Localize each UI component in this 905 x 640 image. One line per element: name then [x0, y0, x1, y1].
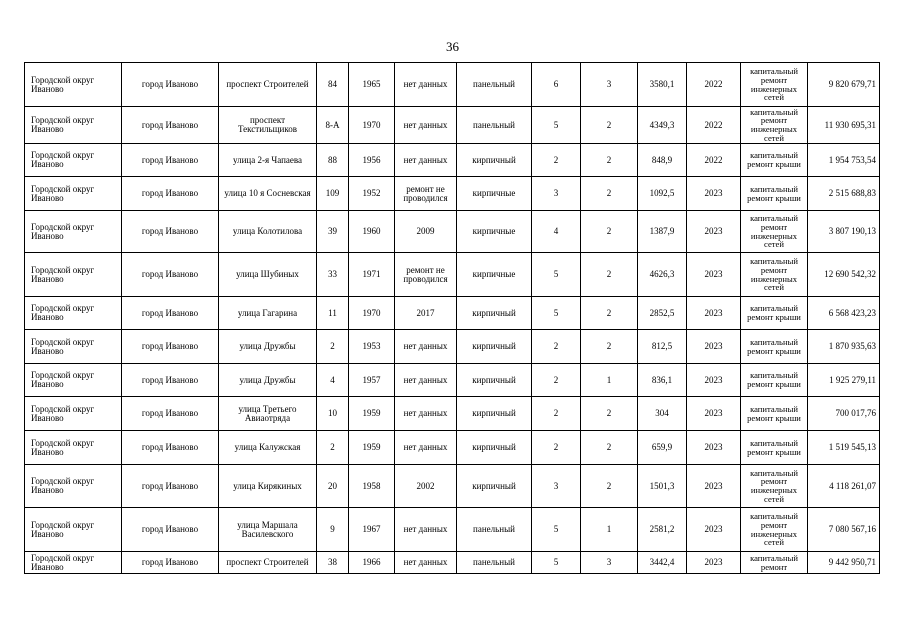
- street-cell: проспект Текстильщиков: [219, 107, 317, 144]
- floors-cell: 5: [532, 508, 581, 552]
- work-type-cell: капитальный ремонт крыши: [741, 364, 808, 397]
- house-number-cell: 2: [317, 431, 349, 465]
- plan-year-cell: 2023: [687, 211, 741, 253]
- work-type-cell: капитальный ремонт крыши: [741, 144, 808, 177]
- table-row: [25, 431, 880, 465]
- wall-material-cell: кирпичный: [457, 144, 532, 177]
- cost-cell: 1 954 753,54: [808, 144, 880, 177]
- municipality-cell: Городской округ Иваново: [25, 364, 122, 397]
- settlement-cell: город Иваново: [122, 552, 219, 574]
- wall-material-cell: кирпичные: [457, 211, 532, 253]
- housing-repair-table: [24, 62, 880, 574]
- work-type-cell: капитальный ремонт инженерных сетей: [741, 211, 808, 253]
- year-built-cell: 1970: [349, 297, 395, 330]
- last-repair-cell: 2017: [395, 297, 457, 330]
- house-number-cell: 20: [317, 465, 349, 508]
- floors-cell: 5: [532, 297, 581, 330]
- year-built-cell: 1959: [349, 431, 395, 465]
- street-cell: улица Дружбы: [219, 330, 317, 364]
- settlement-cell: город Иваново: [122, 253, 219, 297]
- work-type-cell: капитальный ремонт крыши: [741, 297, 808, 330]
- table-row: [25, 397, 880, 431]
- entrances-cell: 2: [581, 107, 638, 144]
- floors-cell: 3: [532, 465, 581, 508]
- cost-cell: 11 930 695,31: [808, 107, 880, 144]
- municipality-cell: Городской округ Иваново: [25, 107, 122, 144]
- floors-cell: 4: [532, 211, 581, 253]
- year-built-cell: 1966: [349, 552, 395, 574]
- work-type-cell: капитальный ремонт крыши: [741, 330, 808, 364]
- table-row: [25, 177, 880, 211]
- municipality-cell: Городской округ Иваново: [25, 465, 122, 508]
- work-type-cell: капитальный ремонт: [741, 552, 808, 574]
- last-repair-cell: нет данных: [395, 330, 457, 364]
- year-built-cell: 1967: [349, 508, 395, 552]
- settlement-cell: город Иваново: [122, 330, 219, 364]
- street-cell: улица 2-я Чапаева: [219, 144, 317, 177]
- cost-cell: 1 519 545,13: [808, 431, 880, 465]
- street-cell: улица Маршала Василевского: [219, 508, 317, 552]
- table-row: [25, 63, 880, 107]
- settlement-cell: город Иваново: [122, 364, 219, 397]
- cost-cell: 6 568 423,23: [808, 297, 880, 330]
- cost-cell: 1 870 935,63: [808, 330, 880, 364]
- cost-cell: 12 690 542,32: [808, 253, 880, 297]
- municipality-cell: Городской округ Иваново: [25, 253, 122, 297]
- wall-material-cell: кирпичный: [457, 431, 532, 465]
- cost-cell: 7 080 567,16: [808, 508, 880, 552]
- wall-material-cell: панельный: [457, 107, 532, 144]
- work-type-cell: капитальный ремонт крыши: [741, 397, 808, 431]
- plan-year-cell: 2022: [687, 63, 741, 107]
- plan-year-cell: 2023: [687, 364, 741, 397]
- settlement-cell: город Иваново: [122, 177, 219, 211]
- wall-material-cell: кирпичный: [457, 397, 532, 431]
- street-cell: проспект Строителей: [219, 63, 317, 107]
- municipality-cell: Городской округ Иваново: [25, 397, 122, 431]
- area-cell: 659,9: [638, 431, 687, 465]
- municipality-cell: Городской округ Иваново: [25, 211, 122, 253]
- area-cell: 1092,5: [638, 177, 687, 211]
- house-number-cell: 38: [317, 552, 349, 574]
- cost-cell: 1 925 279,11: [808, 364, 880, 397]
- floors-cell: 5: [532, 107, 581, 144]
- table-row: [25, 144, 880, 177]
- floors-cell: 2: [532, 431, 581, 465]
- entrances-cell: 2: [581, 397, 638, 431]
- municipality-cell: Городской округ Иваново: [25, 63, 122, 107]
- plan-year-cell: 2023: [687, 465, 741, 508]
- cost-cell: 2 515 688,83: [808, 177, 880, 211]
- year-built-cell: 1959: [349, 397, 395, 431]
- cost-cell: 3 807 190,13: [808, 211, 880, 253]
- entrances-cell: 1: [581, 364, 638, 397]
- municipality-cell: Городской округ Иваново: [25, 431, 122, 465]
- floors-cell: 2: [532, 144, 581, 177]
- cost-cell: 9 442 950,71: [808, 552, 880, 574]
- wall-material-cell: кирпичные: [457, 177, 532, 211]
- municipality-cell: Городской округ Иваново: [25, 297, 122, 330]
- last-repair-cell: нет данных: [395, 552, 457, 574]
- area-cell: 836,1: [638, 364, 687, 397]
- work-type-cell: капитальный ремонт крыши: [741, 431, 808, 465]
- entrances-cell: 2: [581, 431, 638, 465]
- last-repair-cell: нет данных: [395, 364, 457, 397]
- plan-year-cell: 2023: [687, 330, 741, 364]
- entrances-cell: 1: [581, 508, 638, 552]
- house-number-cell: 9: [317, 508, 349, 552]
- last-repair-cell: ремонт не проводился: [395, 177, 457, 211]
- table-row: [25, 330, 880, 364]
- street-cell: улица Калужская: [219, 431, 317, 465]
- entrances-cell: 2: [581, 211, 638, 253]
- entrances-cell: 2: [581, 465, 638, 508]
- plan-year-cell: 2022: [687, 107, 741, 144]
- area-cell: 1501,3: [638, 465, 687, 508]
- table-row: [25, 508, 880, 552]
- street-cell: улица Кирякиных: [219, 465, 317, 508]
- year-built-cell: 1971: [349, 253, 395, 297]
- entrances-cell: 2: [581, 177, 638, 211]
- entrances-cell: 2: [581, 330, 638, 364]
- settlement-cell: город Иваново: [122, 144, 219, 177]
- work-type-cell: капитальный ремонт инженерных сетей: [741, 63, 808, 107]
- last-repair-cell: нет данных: [395, 107, 457, 144]
- floors-cell: 5: [532, 552, 581, 574]
- wall-material-cell: панельный: [457, 508, 532, 552]
- last-repair-cell: нет данных: [395, 144, 457, 177]
- table-row: [25, 107, 880, 144]
- year-built-cell: 1965: [349, 63, 395, 107]
- settlement-cell: город Иваново: [122, 63, 219, 107]
- table-row: [25, 211, 880, 253]
- house-number-cell: 2: [317, 330, 349, 364]
- entrances-cell: 3: [581, 63, 638, 107]
- last-repair-cell: нет данных: [395, 397, 457, 431]
- table-row: [25, 364, 880, 397]
- floors-cell: 2: [532, 330, 581, 364]
- cost-cell: 700 017,76: [808, 397, 880, 431]
- house-number-cell: 8-А: [317, 107, 349, 144]
- street-cell: проспект Строителей: [219, 552, 317, 574]
- municipality-cell: Городской округ Иваново: [25, 330, 122, 364]
- settlement-cell: город Иваново: [122, 107, 219, 144]
- settlement-cell: город Иваново: [122, 508, 219, 552]
- area-cell: 4626,3: [638, 253, 687, 297]
- house-number-cell: 39: [317, 211, 349, 253]
- house-number-cell: 11: [317, 297, 349, 330]
- wall-material-cell: кирпичный: [457, 465, 532, 508]
- settlement-cell: город Иваново: [122, 431, 219, 465]
- year-built-cell: 1953: [349, 330, 395, 364]
- year-built-cell: 1970: [349, 107, 395, 144]
- table-row: [25, 465, 880, 508]
- area-cell: 3580,1: [638, 63, 687, 107]
- wall-material-cell: кирпичный: [457, 364, 532, 397]
- municipality-cell: Городской округ Иваново: [25, 177, 122, 211]
- wall-material-cell: панельный: [457, 63, 532, 107]
- floors-cell: 6: [532, 63, 581, 107]
- house-number-cell: 10: [317, 397, 349, 431]
- page-number: 36: [446, 39, 459, 54]
- street-cell: улица Колотилова: [219, 211, 317, 253]
- table-row: [25, 552, 880, 574]
- last-repair-cell: нет данных: [395, 508, 457, 552]
- municipality-cell: Городской округ Иваново: [25, 552, 122, 574]
- last-repair-cell: ремонт не проводился: [395, 253, 457, 297]
- area-cell: 1387,9: [638, 211, 687, 253]
- street-cell: улица 10 я Сосневская: [219, 177, 317, 211]
- house-number-cell: 33: [317, 253, 349, 297]
- wall-material-cell: кирпичный: [457, 297, 532, 330]
- street-cell: улица Третьего Авиаотряда: [219, 397, 317, 431]
- house-number-cell: 109: [317, 177, 349, 211]
- year-built-cell: 1952: [349, 177, 395, 211]
- year-built-cell: 1956: [349, 144, 395, 177]
- last-repair-cell: 2009: [395, 211, 457, 253]
- plan-year-cell: 2023: [687, 253, 741, 297]
- floors-cell: 2: [532, 397, 581, 431]
- plan-year-cell: 2023: [687, 297, 741, 330]
- entrances-cell: 2: [581, 144, 638, 177]
- area-cell: 848,9: [638, 144, 687, 177]
- plan-year-cell: 2023: [687, 397, 741, 431]
- plan-year-cell: 2022: [687, 144, 741, 177]
- last-repair-cell: нет данных: [395, 63, 457, 107]
- area-cell: 304: [638, 397, 687, 431]
- house-number-cell: 88: [317, 144, 349, 177]
- wall-material-cell: панельный: [457, 552, 532, 574]
- last-repair-cell: нет данных: [395, 431, 457, 465]
- wall-material-cell: кирпичные: [457, 253, 532, 297]
- area-cell: 2852,5: [638, 297, 687, 330]
- floors-cell: 5: [532, 253, 581, 297]
- municipality-cell: Городской округ Иваново: [25, 508, 122, 552]
- work-type-cell: капитальный ремонт инженерных сетей: [741, 465, 808, 508]
- plan-year-cell: 2023: [687, 431, 741, 465]
- plan-year-cell: 2023: [687, 508, 741, 552]
- settlement-cell: город Иваново: [122, 297, 219, 330]
- street-cell: улица Шубиных: [219, 253, 317, 297]
- year-built-cell: 1958: [349, 465, 395, 508]
- floors-cell: 3: [532, 177, 581, 211]
- last-repair-cell: 2002: [395, 465, 457, 508]
- table-row: [25, 253, 880, 297]
- area-cell: 812,5: [638, 330, 687, 364]
- area-cell: 4349,3: [638, 107, 687, 144]
- settlement-cell: город Иваново: [122, 397, 219, 431]
- area-cell: 3442,4: [638, 552, 687, 574]
- street-cell: улица Гагарина: [219, 297, 317, 330]
- work-type-cell: капитальный ремонт инженерных сетей: [741, 107, 808, 144]
- house-number-cell: 84: [317, 63, 349, 107]
- floors-cell: 2: [532, 364, 581, 397]
- wall-material-cell: кирпичный: [457, 330, 532, 364]
- plan-year-cell: 2023: [687, 177, 741, 211]
- entrances-cell: 3: [581, 552, 638, 574]
- settlement-cell: город Иваново: [122, 211, 219, 253]
- entrances-cell: 2: [581, 253, 638, 297]
- table-row: [25, 297, 880, 330]
- area-cell: 2581,2: [638, 508, 687, 552]
- entrances-cell: 2: [581, 297, 638, 330]
- year-built-cell: 1957: [349, 364, 395, 397]
- work-type-cell: капитальный ремонт инженерных сетей: [741, 508, 808, 552]
- house-number-cell: 4: [317, 364, 349, 397]
- municipality-cell: Городской округ Иваново: [25, 144, 122, 177]
- cost-cell: 9 820 679,71: [808, 63, 880, 107]
- work-type-cell: капитальный ремонт инженерных сетей: [741, 253, 808, 297]
- settlement-cell: город Иваново: [122, 465, 219, 508]
- cost-cell: 4 118 261,07: [808, 465, 880, 508]
- work-type-cell: капитальный ремонт крыши: [741, 177, 808, 211]
- year-built-cell: 1960: [349, 211, 395, 253]
- plan-year-cell: 2023: [687, 552, 741, 574]
- street-cell: улица Дружбы: [219, 364, 317, 397]
